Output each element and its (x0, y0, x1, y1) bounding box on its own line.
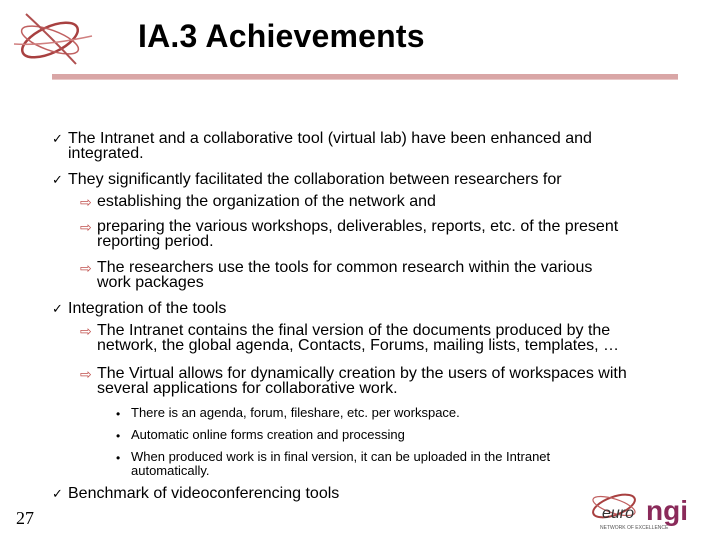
logo-ngi-text: ngi (646, 495, 688, 526)
bullet-text: reporting period. (97, 233, 214, 250)
list-item (116, 450, 550, 478)
bullet-text: They significantly facilitated the collaboration between researchers for (68, 171, 562, 188)
logo-tagline: NETWORK OF EXCELLENCE (600, 525, 669, 531)
list-item (80, 366, 627, 396)
bullet-text: The Intranet and a collaborative tool (virtual lab) have been enhanced and (68, 130, 592, 147)
logo-euro-text: euro (602, 505, 635, 522)
bullet-text: several applications for collaborative work. (97, 380, 398, 397)
arrow-icon: ⇨ (80, 219, 92, 235)
check-icon: ✓ (52, 301, 63, 316)
list-item (52, 486, 339, 502)
list-item (80, 260, 592, 290)
arrow-icon: ⇨ (80, 260, 92, 276)
arrow-icon: ⇨ (80, 194, 92, 210)
bullet-text: network, the global agenda, Contacts, Forums, mailing lists, templates, … (97, 337, 620, 354)
list-item (116, 406, 460, 422)
bullet-text: When produced work is in final version, it can be uploaded in the Intranet (131, 449, 551, 464)
dot-icon: • (116, 451, 121, 465)
slide-title: IA.3 Achievements (138, 18, 425, 54)
dot-icon: • (116, 429, 121, 443)
bullet-text: automatically. (131, 463, 210, 478)
bullet-text: The Intranet contains the final version of the documents produced by the (97, 322, 611, 339)
page-number: 27 (16, 508, 34, 528)
list-item (80, 219, 618, 249)
euro-ngi-logo-icon (584, 482, 714, 532)
list-item (52, 301, 226, 317)
bullet-text: integrated. (68, 145, 144, 162)
bullet-text: Integration of the tools (68, 300, 227, 317)
bullet-text: There is an agenda, forum, fileshare, etc. per workspace. (131, 405, 460, 420)
list-item (116, 428, 405, 444)
bullet-text: Automatic online forms creation and processing (131, 427, 405, 442)
check-icon: ✓ (52, 131, 63, 146)
arrow-icon: ⇨ (80, 323, 92, 339)
check-icon: ✓ (52, 172, 63, 187)
bullet-text: work packages (97, 274, 204, 291)
euro-ngi-logo-icon (6, 6, 96, 68)
list-item (80, 194, 436, 210)
dot-icon: • (116, 407, 121, 421)
bullet-text: Benchmark of videoconferencing tools (68, 485, 340, 502)
arrow-icon: ⇨ (80, 366, 92, 382)
title-divider (52, 74, 678, 80)
list-item (80, 323, 619, 353)
bullet-text: The Virtual allows for dynamically creation by the users of workspaces with (97, 365, 627, 382)
check-icon: ✓ (52, 486, 63, 501)
list-item (52, 172, 562, 188)
bullet-text: establishing the organization of the network and (97, 193, 436, 210)
bullet-text: The researchers use the tools for common research within the various (97, 259, 593, 276)
bullet-text: preparing the various workshops, deliverables, reports, etc. of the present (97, 218, 619, 235)
list-item (52, 131, 592, 161)
